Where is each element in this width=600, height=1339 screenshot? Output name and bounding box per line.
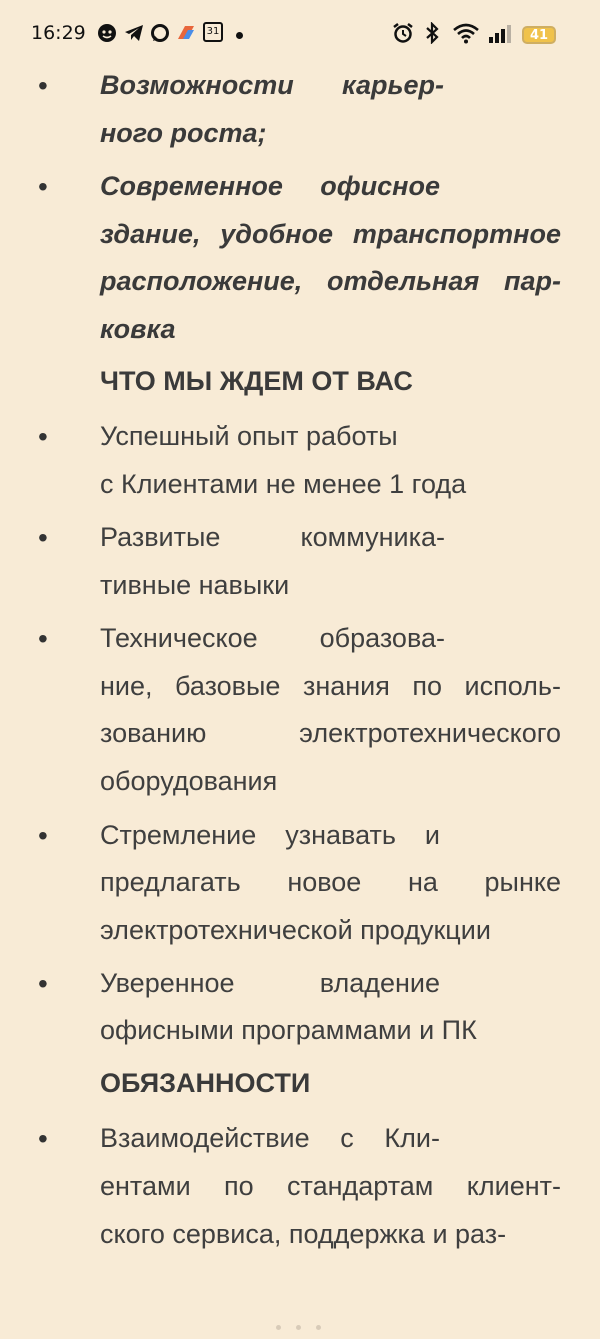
text: владение	[319, 968, 440, 998]
text: рынке	[484, 867, 561, 897]
text: знания	[302, 671, 390, 701]
signal-icon	[487, 22, 513, 44]
list-item-line	[100, 169, 440, 203]
text: клиент-	[466, 1171, 561, 1201]
calendar-icon: 31	[203, 22, 223, 42]
text: зованию	[100, 718, 207, 748]
text: транспортное	[352, 219, 561, 249]
list-item-line	[100, 1121, 440, 1155]
text: электротехнического	[299, 718, 561, 748]
bullet-marker: •	[38, 171, 48, 202]
list-item-line	[100, 68, 444, 102]
list-item-line	[100, 716, 561, 750]
list-item-line	[100, 865, 561, 899]
list-item-line: тивные навыки	[100, 570, 290, 600]
text: Взаимодействие	[100, 1123, 310, 1153]
text: отдельная	[327, 266, 480, 296]
text: удобное	[220, 219, 334, 249]
telegram-icon	[123, 22, 145, 44]
text: пар-	[503, 266, 561, 296]
page-indicator-dot[interactable]	[276, 1325, 281, 1330]
section-heading: ЧТО МЫ ЖДЕМ ОТ ВАС	[100, 366, 413, 396]
app-icon	[175, 22, 197, 44]
text: новое	[287, 867, 362, 897]
text: карьер-	[341, 70, 444, 100]
page-indicator-dot[interactable]	[316, 1325, 321, 1330]
text: Техническое	[100, 623, 258, 653]
bullet-marker: •	[38, 820, 48, 851]
alarm-icon	[392, 22, 414, 44]
text: Развитые	[100, 522, 221, 552]
section-heading: ОБЯЗАННОСТИ	[100, 1068, 311, 1098]
text: исполь-	[464, 671, 561, 701]
text: Стремление	[100, 820, 257, 850]
list-item-line	[100, 621, 445, 655]
bluetooth-icon	[421, 22, 443, 44]
list-item-line	[100, 966, 440, 1000]
text: предлагать	[100, 867, 241, 897]
bullet-marker: •	[38, 522, 48, 553]
text: по	[224, 1171, 254, 1201]
list-item-line	[100, 217, 561, 251]
list-item-line: ного роста;	[100, 118, 267, 148]
text: узнавать	[285, 820, 396, 850]
chat-icon	[149, 22, 171, 44]
bullet-marker: •	[38, 421, 48, 452]
list-item-line: с Клиентами не менее 1 года	[100, 469, 467, 499]
text: офисное	[320, 171, 440, 201]
list-item-line	[100, 669, 561, 703]
text: ентами	[100, 1171, 191, 1201]
notification-dot	[236, 32, 243, 39]
list-item-line	[100, 1169, 561, 1203]
list-item-line: офисными программами и ПК	[100, 1015, 477, 1045]
list-item-line: оборудования	[100, 766, 278, 796]
text: с	[340, 1123, 354, 1153]
text: образова-	[319, 623, 445, 653]
list-item-line	[100, 264, 561, 298]
text: базовые	[175, 671, 281, 701]
list-item-line: Успешный опыт работы	[100, 421, 398, 451]
text: Кли-	[384, 1123, 440, 1153]
bullet-marker: •	[38, 1123, 48, 1154]
bullet-marker: •	[38, 968, 48, 999]
text: на	[407, 867, 438, 897]
battery-indicator: 41	[522, 26, 556, 44]
bullet-marker: •	[38, 70, 48, 101]
text: Уверенное	[100, 968, 235, 998]
text: расположение,	[100, 266, 303, 296]
list-item-line	[100, 818, 440, 852]
list-item-line: ковка	[100, 314, 176, 344]
text: по	[412, 671, 442, 701]
text: и	[424, 820, 440, 850]
text: здание,	[100, 219, 201, 249]
list-item-line: электротехнической продукции	[100, 915, 491, 945]
bullet-marker: •	[38, 623, 48, 654]
wifi-icon	[452, 22, 480, 44]
text: Возможности	[100, 70, 294, 100]
text: Современное	[100, 171, 283, 201]
status-bar	[0, 0, 600, 70]
text: ние,	[100, 671, 153, 701]
list-item-line	[100, 520, 445, 554]
list-item-line: ского сервиса, поддержка и раз-	[100, 1219, 507, 1249]
page-indicator-dot[interactable]	[296, 1325, 301, 1330]
text: коммуника-	[300, 522, 445, 552]
status-time: 16:29	[31, 22, 86, 44]
messenger-icon	[96, 22, 118, 44]
text: стандартам	[287, 1171, 434, 1201]
